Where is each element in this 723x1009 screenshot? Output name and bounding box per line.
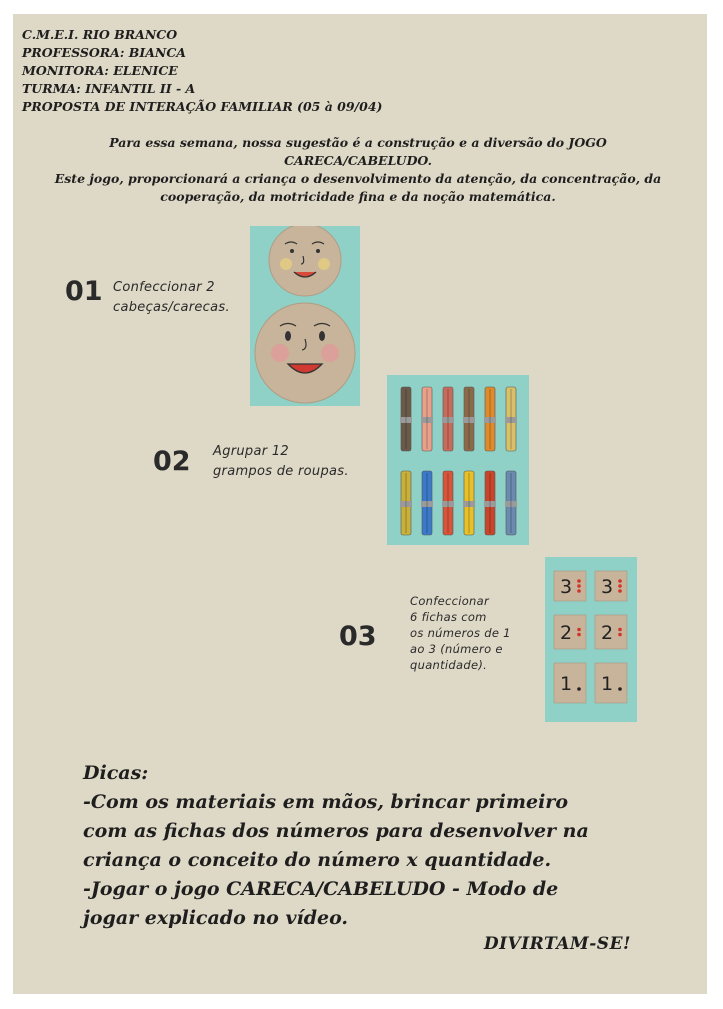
signoff: DIVIRTAM-SE! [483, 934, 631, 954]
card-digit: 2 [600, 622, 614, 644]
clothespin [442, 387, 454, 451]
school-header [22, 26, 382, 116]
step-01-line: cabeças/carecas. [113, 300, 230, 315]
card-dot [577, 687, 581, 691]
step-02-text [213, 442, 349, 482]
number-card [595, 663, 627, 703]
card-dot [577, 589, 581, 593]
step-number-03: 03 [339, 621, 377, 652]
step-03-line: Confeccionar [410, 594, 490, 608]
clothespin [484, 387, 496, 451]
tips-line: -Jogar o jogo CARECA/CABELUDO - Modo de [83, 878, 559, 900]
card-digit: 2 [559, 622, 573, 644]
header-school: C.M.E.I. RIO BRANCO [22, 27, 178, 42]
step-01-line: Confeccionar 2 [113, 280, 215, 295]
number-card [554, 615, 586, 649]
card-digit: 1 [600, 673, 614, 695]
intro-paragraph [23, 134, 693, 206]
clothespin [442, 471, 454, 535]
card-dot [577, 633, 581, 637]
intro-line: cooperação, da motricidade fina e da noção matemática. [160, 189, 556, 204]
step-number-01: 01 [65, 276, 103, 307]
tips-line: com as fichas dos números para desenvolver na [83, 820, 589, 842]
header-monitor: MONITORA: ELENICE [22, 63, 178, 78]
header-teacher: PROFESSORA: BIANCA [22, 45, 186, 60]
clothespin [463, 471, 475, 535]
card-dot [577, 628, 581, 632]
clothespin [505, 387, 517, 451]
step-03-line: 6 fichas com [410, 610, 487, 624]
tips-line: criança o conceito do número x quantidade. [83, 849, 552, 871]
header-class: TURMA: INFANTIL II - A [22, 81, 196, 96]
card-digit: 1 [559, 673, 573, 695]
card-dot [618, 584, 622, 588]
tips-title: Dicas: [83, 762, 149, 784]
clothespin [484, 471, 496, 535]
clothespin [421, 471, 433, 535]
tips-section [83, 759, 683, 933]
step-02-line: Agrupar 12 [213, 444, 289, 459]
clothespin [400, 471, 412, 535]
tips-line: jogar explicado no vídeo. [83, 907, 349, 929]
number-card [595, 571, 627, 601]
step-03-line: quantidade). [410, 658, 488, 672]
card-dot [618, 589, 622, 593]
clothespin [421, 387, 433, 451]
card-dot [618, 579, 622, 583]
card-digit: 3 [600, 576, 614, 598]
step-03-text [410, 593, 511, 673]
card-dot [577, 579, 581, 583]
activity-sheet [13, 14, 707, 994]
number-card [595, 615, 627, 649]
intro-line: CARECA/CABELUDO. [284, 153, 432, 168]
card-dot [618, 687, 622, 691]
clothespins-image [387, 375, 529, 545]
clothespin [463, 387, 475, 451]
tips-line: -Com os materiais em mãos, brincar primeiro [83, 791, 568, 813]
intro-line: Este jogo, proporcionará a criança o desenvolvimento da atenção, da concentração, da [54, 171, 662, 186]
number-cards-photo [545, 557, 637, 722]
clothespins-photo [387, 375, 529, 545]
step-03-line: os números de 1 [410, 626, 511, 640]
clothespin [400, 387, 412, 451]
step-02-line: grampos de roupas. [213, 464, 349, 479]
number-card [554, 663, 586, 703]
card-dot [618, 633, 622, 637]
step-01-text [113, 278, 230, 318]
number-card [554, 571, 586, 601]
step-03-line: ao 3 (número e [410, 642, 503, 656]
step-number-02: 02 [153, 446, 191, 477]
heads-photo [250, 226, 360, 406]
number-cards-image [545, 557, 637, 722]
card-dot [618, 628, 622, 632]
intro-line: Para essa semana, nossa sugestão é a construção e a diversão do JOGO [109, 135, 607, 150]
cardboard-heads-image [250, 226, 360, 406]
card-dot [577, 584, 581, 588]
clothespin [505, 471, 517, 535]
card-digit: 3 [559, 576, 573, 598]
header-proposal: PROPOSTA DE INTERAÇÃO FAMILIAR (05 à 09/04) [22, 99, 383, 114]
